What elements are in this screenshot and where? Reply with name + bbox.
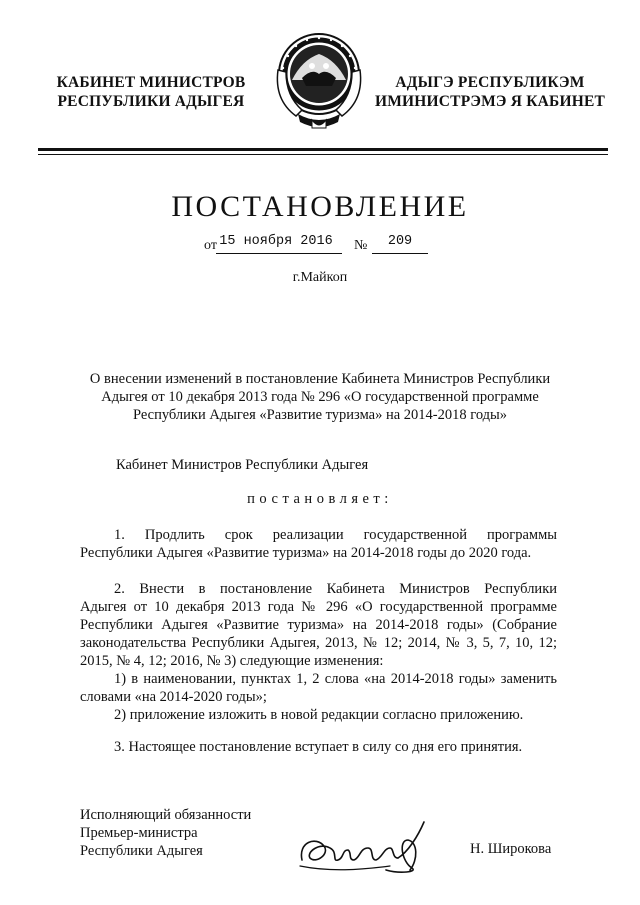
resolves-word: постановляет: — [247, 491, 393, 507]
signatory-title — [80, 806, 251, 860]
paragraph-2 — [80, 580, 557, 724]
number-label: № — [354, 238, 368, 253]
signatory-title-line: Республики Адыгея — [80, 843, 203, 859]
signer-name: Н. Широкова — [470, 841, 552, 857]
issuing-body: Кабинет Министров Республики Адыгея — [116, 457, 369, 473]
document-date: 15 ноября 2016 — [219, 234, 333, 249]
signatory-title-line: Премьер-министра — [80, 825, 198, 841]
signatory-title-line: Исполняющий обязанности — [80, 807, 252, 823]
header-left-line2: РЕСПУБЛИКИ АДЫГЕЯ — [57, 93, 245, 110]
header-right-line1: АДЫГЭ РЕСПУБЛИКЭМ — [395, 74, 585, 91]
header-right-line2: ИМИНИСТРЭМЭ Я КАБИНЕТ — [374, 93, 606, 110]
paragraph-line: 3. Настоящее постановление вступает в силу со дня его принятия. — [114, 739, 523, 755]
paragraph-line: 2. Внести в постановление Кабинета Министров Республики — [114, 581, 557, 597]
header-left-org — [40, 73, 262, 111]
paragraph-3 — [80, 738, 557, 756]
header-left-line1: КАБИНЕТ МИНИСТРОВ — [56, 74, 246, 91]
header-divider-thick — [38, 148, 608, 151]
handwritten-signature-icon — [290, 812, 440, 882]
document-number: 209 — [387, 234, 413, 249]
header-right-org — [372, 73, 608, 111]
paragraph-line: законодательства Республики Адыгея, 2013, № 12; 2014, № 3, 5, 7, 10, 12; — [80, 635, 557, 651]
dateline — [0, 232, 640, 256]
paragraph-line: 2015, № 4, 12; 2016, № 3) следующие изменения: — [80, 653, 384, 669]
subject-line: Адыгея от 10 декабря 2013 года № 296 «О государственной программе — [101, 389, 539, 405]
document-title: ПОСТАНОВЛЕНИЕ — [171, 190, 469, 223]
paragraph-line: Адыгея от 10 декабря 2013 года № 296 «О государственной программе — [80, 599, 557, 615]
paragraph-line: 1) в наименовании, пунктах 1, 2 слова «на 2014-2018 годы» заменить — [114, 671, 557, 687]
date-underline — [216, 253, 342, 254]
city: г.Майкоп — [292, 270, 348, 285]
paragraph-line: Республики Адыгея «Развитие туризма» на 2014-2018 годы до 2020 года. — [80, 545, 532, 561]
subject-line: О внесении изменений в постановление Кабинета Министров Республики — [89, 371, 551, 387]
subject-line: Республики Адыгея «Развитие туризма» на 2014-2018 годы» — [132, 407, 508, 423]
document-subject — [70, 370, 570, 424]
header-divider-thin — [38, 154, 608, 155]
number-underline — [372, 253, 428, 254]
paragraph-line: Республики Адыгея «Развитие туризма» на 2014-2018 годы» (Собрание — [80, 617, 557, 633]
coat-of-arms-emblem-icon — [272, 30, 366, 134]
paragraph-line: словами «на 2014-2020 годы»; — [80, 689, 267, 705]
paragraph-line: 2) приложение изложить в новой редакции согласно приложению. — [114, 707, 524, 723]
date-from-label: от — [204, 238, 217, 253]
paragraph-1 — [80, 526, 557, 562]
paragraph-line: 1. Продлить срок реализации государственной программы — [114, 527, 557, 543]
